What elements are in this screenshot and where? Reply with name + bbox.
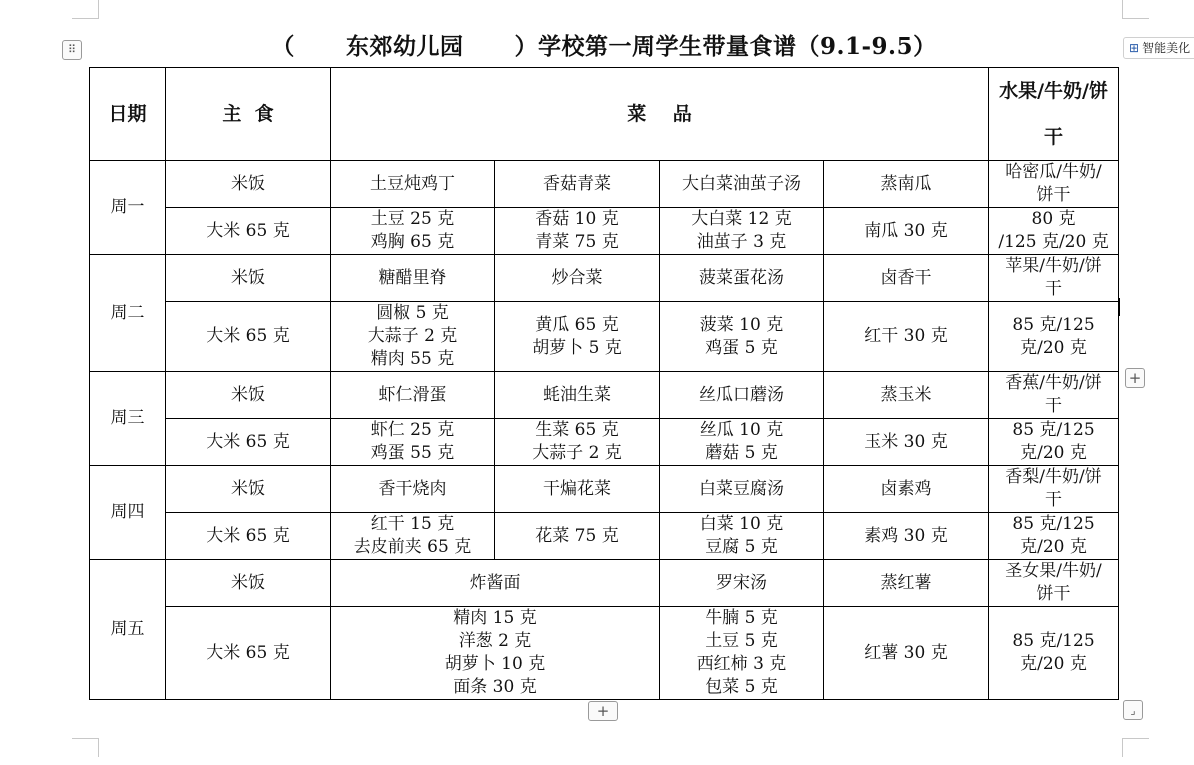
dish-amount: 圆椒 5 克 大蒜子 2 克 精肉 55 克: [331, 302, 495, 372]
fruit-milk-biscuit: 苹果/牛奶/饼干: [989, 255, 1119, 302]
amount-row: [90, 513, 1119, 560]
header-row: [90, 68, 1119, 161]
dish-amount: 虾仁 25 克 鸡蛋 55 克: [331, 419, 495, 466]
day-label: 周四: [90, 466, 166, 560]
dish-amount: 红干 15 克 去皮前夹 65 克: [331, 513, 495, 560]
dish-name: 大白菜油茧子汤: [660, 161, 824, 208]
page-corner-mark: [1122, 738, 1149, 757]
dish-amount: 红薯 30 克: [824, 607, 989, 700]
staple-name: 米饭: [166, 161, 331, 208]
dish-name: 炸酱面: [331, 560, 660, 607]
page-corner-mark: [72, 738, 99, 757]
dish-amount: 土豆 25 克 鸡胸 65 克: [331, 208, 495, 255]
dish-amount: 香菇 10 克 青菜 75 克: [495, 208, 660, 255]
day-label: 周三: [90, 372, 166, 466]
header-staple: 主 食: [166, 68, 331, 161]
table-resize-icon[interactable]: ⌟: [1123, 700, 1143, 720]
staple-amount: 大米 65 克: [166, 513, 331, 560]
dish-amount: 大白菜 12 克 油茧子 3 克: [660, 208, 824, 255]
fruit-milk-biscuit-amount: 85 克/125 克/20 克: [989, 513, 1119, 560]
dish-row: [90, 466, 1119, 513]
dish-row: [90, 560, 1119, 607]
dish-row: [90, 161, 1119, 208]
weekly-menu-table[interactable]: [89, 67, 1119, 700]
dish-name: 土豆炖鸡丁: [331, 161, 495, 208]
dish-amount: 红干 30 克: [824, 302, 989, 372]
dish-amount: 黄瓜 65 克 胡萝卜 5 克: [495, 302, 660, 372]
staple-amount: 大米 65 克: [166, 607, 331, 700]
dish-amount: 南瓜 30 克: [824, 208, 989, 255]
dish-name: 炒合菜: [495, 255, 660, 302]
dish-amount: 生菜 65 克 大蒜子 2 克: [495, 419, 660, 466]
dish-name: 蚝油生菜: [495, 372, 660, 419]
dish-row: [90, 372, 1119, 419]
day-label: 周二: [90, 255, 166, 372]
fruit-milk-biscuit-amount: 85 克/125 克/20 克: [989, 419, 1119, 466]
dish-name: 蒸玉米: [824, 372, 989, 419]
table-style-icon: ⊞: [1129, 41, 1140, 55]
amount-row: [90, 208, 1119, 255]
fruit-milk-biscuit: 哈密瓜/牛奶/饼干: [989, 161, 1119, 208]
dish-amount: 精肉 15 克 洋葱 2 克 胡萝卜 10 克 面条 30 克: [331, 607, 660, 700]
dish-name: 虾仁滑蛋: [331, 372, 495, 419]
dish-amount: 丝瓜 10 克 蘑菇 5 克: [660, 419, 824, 466]
dish-name: 香干烧肉: [331, 466, 495, 513]
dish-name: 菠菜蛋花汤: [660, 255, 824, 302]
header-fruit-milk-biscuit: 水果/牛奶/饼干: [989, 68, 1119, 161]
smart-beautify-label: 智能美化: [1142, 41, 1191, 55]
fruit-milk-biscuit-amount: 85 克/125 克/20 克: [989, 302, 1119, 372]
dish-amount: 素鸡 30 克: [824, 513, 989, 560]
dish-name: 干煸花菜: [495, 466, 660, 513]
dish-name: 罗宋汤: [660, 560, 824, 607]
dish-name: 卤香干: [824, 255, 989, 302]
fruit-milk-biscuit: 圣女果/牛奶/饼干: [989, 560, 1119, 607]
day-label: 周五: [90, 560, 166, 700]
header-dishes: 菜 品: [331, 68, 989, 161]
fruit-milk-biscuit: 香梨/牛奶/饼干: [989, 466, 1119, 513]
dish-name: 蒸红薯: [824, 560, 989, 607]
amount-row: [90, 302, 1119, 372]
dish-amount: 玉米 30 克: [824, 419, 989, 466]
staple-name: 米饭: [166, 560, 331, 607]
dish-name: 糖醋里脊: [331, 255, 495, 302]
dish-amount: 花菜 75 克: [495, 513, 660, 560]
smart-beautify-button[interactable]: [1123, 37, 1194, 59]
dish-amount: 菠菜 10 克 鸡蛋 5 克: [660, 302, 824, 372]
page-corner-mark: [1122, 0, 1149, 19]
dish-name: 卤素鸡: [824, 466, 989, 513]
dish-name: 香菇青菜: [495, 161, 660, 208]
staple-name: 米饭: [166, 255, 331, 302]
dish-amount: 白菜 10 克 豆腐 5 克: [660, 513, 824, 560]
fruit-milk-biscuit-amount: 80 克 /125 克/20 克: [989, 208, 1119, 255]
amount-row: [90, 419, 1119, 466]
staple-amount: 大米 65 克: [166, 419, 331, 466]
dish-row: [90, 255, 1119, 302]
document-title: （ 东郊幼儿园 ）学校第一周学生带量食谱（9.1-9.5）: [271, 33, 937, 60]
dish-name: 白菜豆腐汤: [660, 466, 824, 513]
dish-name: 丝瓜口蘑汤: [660, 372, 824, 419]
amount-row: [90, 607, 1119, 700]
staple-name: 米饭: [166, 466, 331, 513]
staple-amount: 大米 65 克: [166, 208, 331, 255]
table-move-handle-icon[interactable]: ⠿: [62, 40, 82, 60]
staple-name: 米饭: [166, 372, 331, 419]
staple-amount: 大米 65 克: [166, 302, 331, 372]
page-corner-mark: [72, 0, 99, 19]
header-date: 日期: [90, 68, 166, 161]
dish-name: 蒸南瓜: [824, 161, 989, 208]
fruit-milk-biscuit-amount: 85 克/125 克/20 克: [989, 607, 1119, 700]
add-column-icon[interactable]: +: [1125, 368, 1145, 388]
day-label: 周一: [90, 161, 166, 255]
fruit-milk-biscuit: 香蕉/牛奶/饼干: [989, 372, 1119, 419]
add-row-icon[interactable]: +: [588, 701, 618, 721]
dish-amount: 牛腩 5 克 土豆 5 克 西红柿 3 克 包菜 5 克: [660, 607, 824, 700]
text-cursor: [1119, 298, 1120, 316]
